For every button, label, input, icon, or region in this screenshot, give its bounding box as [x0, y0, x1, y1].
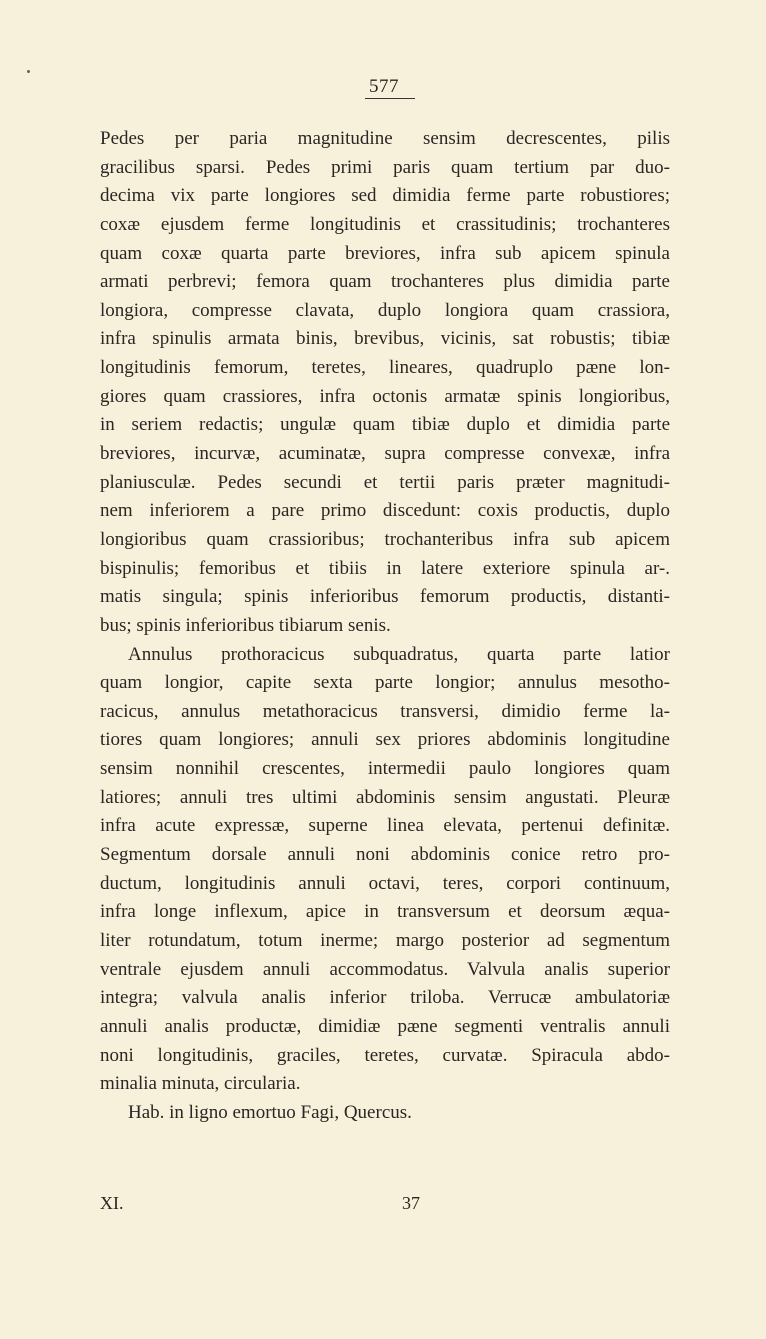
- text-line: noni longitudinis, graciles, teretes, curvatæ. Spiracula abdo-: [100, 1044, 670, 1066]
- text-line: longiora, compresse clavata, duplo longiora quam crassiora,: [100, 299, 670, 321]
- text-line: longitudinis femorum, teretes, lineares, quadruplo pæne lon-: [100, 357, 670, 379]
- page-footer: [0, 1190, 766, 1216]
- text-line: liter rotundatum, totum inerme; margo posterior ad segmentum: [100, 929, 670, 951]
- text-line: longioribus quam crassioribus; trochanteribus infra sub apicem: [100, 528, 670, 550]
- text-line: breviores, incurvæ, acuminatæ, supra compresse convexæ, infra: [100, 443, 670, 465]
- text-line: armati perbrevi; femora quam trochanteres plus dimidia parte: [100, 271, 670, 293]
- text-line: quam coxæ quarta parte breviores, infra sub apicem spinula: [100, 242, 670, 264]
- text-line: gracilibus sparsi. Pedes primi paris quam tertium par duo-: [100, 156, 670, 178]
- text-line: integra; valvula analis inferior triloba. Verrucæ ambulatoriæ: [100, 987, 670, 1009]
- text-line: minalia minuta, circularia.: [100, 1073, 301, 1095]
- text-line: bus; spinis inferioribus tibiarum senis.: [100, 614, 391, 636]
- text-line: giores quam crassiores, infra octonis armatæ spinis longioribus,: [100, 385, 670, 407]
- page-number-text: 577: [365, 76, 415, 99]
- body-text: [100, 125, 670, 1127]
- text-line: quam longior, capite sexta parte longior; annulus mesotho-: [100, 672, 670, 694]
- text-line: sensim nonnihil crescentes, intermedii paulo longiores quam: [100, 758, 670, 780]
- text-line: planiusculæ. Pedes secundi et tertii paris præter magnitudi-: [100, 471, 670, 493]
- text-line: ductum, longitudinis annuli octavi, teres, corpori continuum,: [100, 872, 670, 894]
- text-line: tiores quam longiores; annuli sex priores abdominis longitudine: [100, 729, 670, 751]
- sheet-number: 37: [402, 1193, 420, 1213]
- text-line: Segmentum dorsale annuli noni abdominis conice retro pro-: [100, 844, 670, 866]
- text-line: infra spinulis armata binis, brevibus, vicinis, sat robustis; tibiæ: [100, 328, 670, 350]
- text-line: latiores; annuli tres ultimi abdominis sensim angustati. Pleuræ: [100, 786, 670, 808]
- text-line: bispinulis; femoribus et tibiis in latere exteriore spinula ar-.: [100, 557, 670, 579]
- text-line: infra acute expressæ, superne linea elevata, pertenui definitæ.: [100, 815, 670, 837]
- signature-mark: XI.: [100, 1193, 124, 1213]
- text-line: coxæ ejusdem ferme longitudinis et crassitudinis; trochanteres: [100, 213, 670, 235]
- text-line: decima vix parte longiores sed dimidia ferme parte robustiores;: [100, 185, 670, 207]
- text-line: nem inferiorem a pare primo discedunt: coxis productis, duplo: [100, 500, 670, 522]
- page-number: [0, 76, 766, 99]
- text-line: Pedes per paria magnitudine sensim decrescentes, pilis: [100, 128, 670, 149]
- text-line: ventrale ejusdem annuli accommodatus. Valvula analis superior: [100, 958, 670, 980]
- text-line: racicus, annulus metathoracicus transversi, dimidio ferme la-: [100, 700, 670, 722]
- margin-speck: [27, 70, 30, 73]
- text-line: in seriem redactis; ungulæ quam tibiæ duplo et dimidia parte: [100, 414, 670, 436]
- text-line: infra longe inflexum, apice in transversum et deorsum æqua-: [100, 901, 670, 923]
- paragraph-start-line: Annulus prothoracicus subquadratus, quarta parte latior: [128, 643, 670, 665]
- text-line: matis singula; spinis inferioribus femorum productis, distanti-: [100, 586, 670, 608]
- habitat-line: Hab. in ligno emortuo Fagi, Quercus.: [128, 1101, 412, 1123]
- text-line: annuli analis productæ, dimidiæ pæne segmenti ventralis annuli: [100, 1015, 670, 1037]
